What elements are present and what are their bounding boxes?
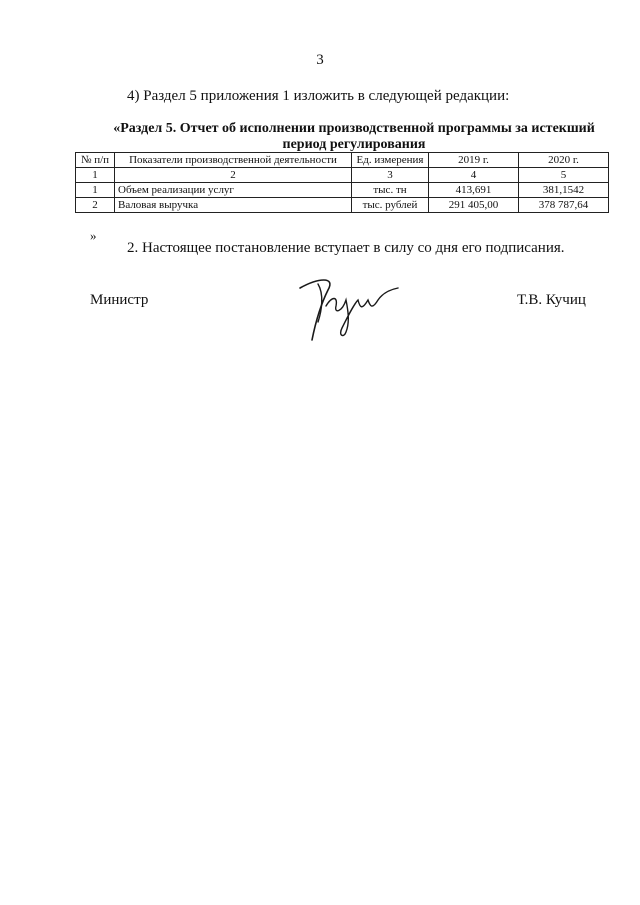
handwritten-signature-icon [288,270,418,350]
row-value-2020: 378 787,64 [519,198,609,213]
close-quote: » [90,228,97,243]
table-row [76,198,609,213]
paragraph-amendment: 4) Раздел 5 приложения 1 изложить в следующей редакции: [127,88,510,104]
row-num: 1 [76,183,115,198]
row-value-2019: 413,691 [429,183,519,198]
row-num: 2 [76,198,115,213]
signatory-position: Министр [90,292,149,308]
table-row [76,183,609,198]
page-number: 3 [316,52,324,68]
index-cell: 1 [76,168,115,183]
table-title-line-2: период регулирования [282,137,426,152]
header-num: № п/п [76,153,115,168]
row-indicator: Объем реализации услуг [115,183,352,198]
row-unit: тыс. рублей [352,198,429,213]
index-cell: 2 [115,168,352,183]
header-unit: Ед. измерения [352,153,429,168]
header-indicator: Показатели производственной деятельности [115,153,352,168]
row-value-2020: 381,1542 [519,183,609,198]
signatory-name: Т.В. Кучиц [517,292,586,308]
row-value-2019: 291 405,00 [429,198,519,213]
row-indicator: Валовая выручка [115,198,352,213]
table-title [94,121,614,153]
table-header-row [76,153,609,168]
paragraph-effective-date: 2. Настоящее постановление вступает в силу со дня его подписания. [127,240,565,256]
table-index-row [76,168,609,183]
header-2019: 2019 г. [429,153,519,168]
index-cell: 4 [429,168,519,183]
row-unit: тыс. тн [352,183,429,198]
index-cell: 5 [519,168,609,183]
index-cell: 3 [352,168,429,183]
table-title-line-1: «Раздел 5. Отчет об исполнении производственной программы за истекший [113,121,595,136]
header-2020: 2020 г. [519,153,609,168]
production-report-table [75,152,609,213]
